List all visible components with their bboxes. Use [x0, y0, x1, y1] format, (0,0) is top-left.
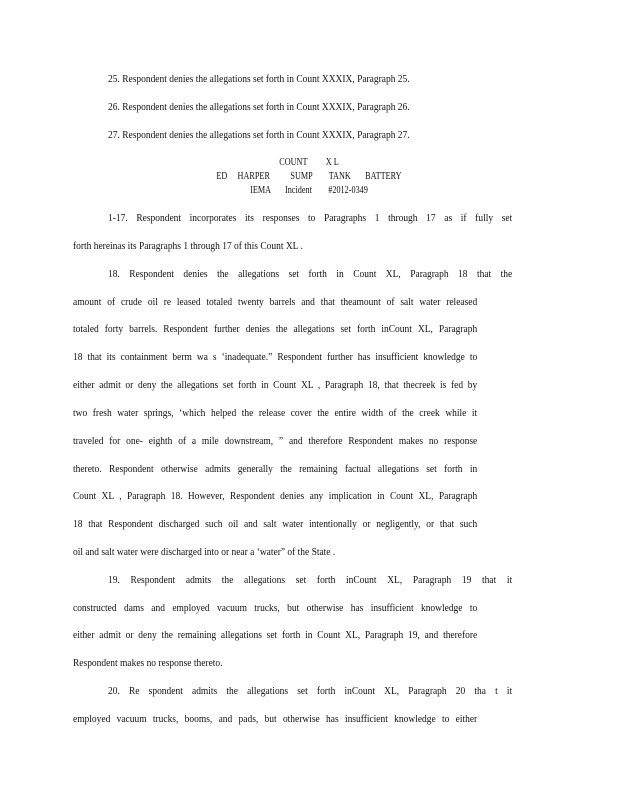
count-heading-subtitle: ED HARPER SUMP TANK BATTERY [216, 171, 402, 182]
paragraph-18-line: 18. Respondent denies the allegations set forth in Count XL, Paragraph 18 that the [108, 268, 513, 280]
paragraph-18-line: either admit or deny the allegations set forth in Count XL , Paragraph 18, that thecreek is fed by [73, 379, 478, 391]
paragraph-26: 26. Respondent denies the allegations set forth in Count XXXIX, Paragraph 26. [108, 101, 410, 113]
paragraph-18-line: amount of crude oil re leased totaled twenty barrels and that theamount of salt water released [73, 296, 478, 308]
paragraph-20-line: employed vacuum trucks, booms, and pads, but otherwise has insufficient knowledge to either [73, 713, 478, 725]
paragraph-19-line: constructed dams and employed vacuum trucks, but otherwise has insufficient knowledge to [73, 602, 478, 614]
paragraph-18-line: totaled forty barrels. Respondent further denies the allegations set forth inCount XL, Paragraph [73, 323, 478, 335]
paragraph-18-line: traveled for one- eighth of a mile downstream, ” and therefore Respondent makes no response [73, 435, 478, 447]
paragraph-18-line: 18 that Respondent discharged such oil and salt water intentionally or negligently, or that such [73, 518, 478, 530]
paragraph-18-line: oil and salt water were discharged into or near a ‘water” of the State . [73, 546, 336, 558]
paragraph-18-line: Count XL , Paragraph 18. However, Respondent denies any implication in Count XL, Paragraph [73, 490, 478, 502]
paragraph-19-line: either admit or deny the remaining allegations set forth in Count XL, Paragraph 19, and therefore [73, 629, 478, 641]
paragraph-27: 27. Respondent denies the allegations set forth in Count XXXIX, Paragraph 27. [108, 129, 410, 141]
paragraph-1-17-line: forth hereinas its Paragraphs 1 through 17 of this Count XL . [73, 240, 303, 252]
count-heading-title: COUNT X L [279, 157, 339, 168]
paragraph-1-17-line: 1-17. Respondent incorporates its responses to Paragraphs 1 through 17 as if fully set [108, 212, 513, 224]
paragraph-20-line: 20. Re spondent admits the allegations set forth inCount XL, Paragraph 20 tha t it [108, 685, 513, 697]
paragraph-18-line: thereto. Respondent otherwise admits generally the remaining factual allegations set forth in [73, 463, 478, 475]
count-heading-incident: IEMA Incident #2012-0349 [250, 185, 368, 196]
paragraph-25: 25. Respondent denies the allegations set forth in Count XXXIX, Paragraph 25. [108, 73, 410, 85]
paragraph-18-line: 18 that its containment berm wa s ‘inadequate.” Respondent further has insufficient knowledge to [73, 351, 478, 363]
paragraph-19-line: Respondent makes no response thereto. [73, 657, 223, 669]
paragraph-19-line: 19. Respondent admits the allegations set forth inCount XL, Paragraph 19 that it [108, 574, 513, 586]
paragraph-18-line: two fresh water springs, ‘which helped the release cover the entire width of the creek while it [73, 407, 478, 419]
